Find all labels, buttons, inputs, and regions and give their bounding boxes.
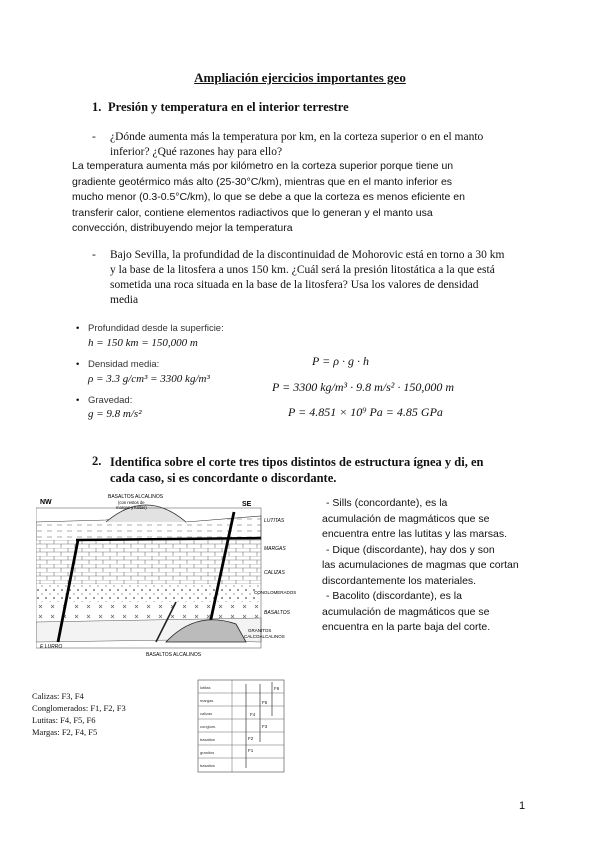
table-row-label: granitos: [200, 750, 215, 755]
calc-eq-gravity: g = 9.8 m/s²: [88, 408, 142, 420]
label-bottom-left: E LURRO: [40, 644, 63, 650]
answer-1-line: transferir calor, contiene elementos radiactivos que lo generan y el manto usa: [72, 206, 433, 219]
answer-1: [72, 159, 542, 237]
answer-2-line: encuentra entre las lutitas y las marsas.: [322, 528, 508, 540]
bullet-dot: •: [76, 323, 80, 334]
geological-cross-section: [36, 492, 304, 672]
calc-label-gravity: Gravedad:: [88, 395, 133, 406]
rock-list-item: Lutitas: F4, F5, F6: [32, 715, 96, 725]
answer-2-line: las acumulaciones de magmas que cortan: [322, 559, 519, 571]
table-row-label: basaltos: [200, 737, 215, 742]
question-2-line: Bajo Sevilla, la profundidad de la discontinuidad de Mohorovic está en torno a 30 km: [110, 249, 505, 261]
rock-list: [32, 690, 126, 738]
label-granitos-sub: CALCOALCALINOS: [244, 634, 285, 639]
rock-list-item: Conglomerados: F1, F2, F3: [32, 703, 126, 713]
answer-1-line: La temperatura aumenta más por kilómetro en la corteza superior porque tiene un: [72, 160, 454, 172]
formula-result: P = 4.851 × 10⁹ Pa = 4.85 GPa: [288, 405, 443, 419]
page-number: 1: [519, 800, 526, 812]
calc-eq-depth: h = 150 km = 150,000 m: [88, 337, 198, 349]
label-nw: NW: [40, 499, 52, 506]
answer-2-line: - Dique (discordante), hay dos y son: [326, 543, 495, 556]
label-bottom-basalts: BASALTOS ALCALINOS: [146, 652, 202, 658]
section-1-number: 1.: [92, 100, 102, 114]
label-granitos: GRANITOS: [248, 628, 272, 633]
section-2-heading: [110, 454, 550, 486]
table-mark: F3: [262, 724, 268, 729]
calc-eq-density: ρ = 3.3 g/cm³ = 3300 kg/m³: [88, 373, 210, 385]
question-1-line: ¿Dónde aumenta más la temperatura por km, en la corteza superior o en el manto: [110, 131, 484, 143]
label-calizas: CALIZAS: [264, 570, 285, 576]
answer-1-line: gradiente geotérmico más alto (25-30°C/km), mientras que en el manto inferior es: [72, 175, 453, 188]
table-row-label: calizas: [200, 711, 213, 716]
question-2-line: y la base de la litosfera a unos 150 km. ¿Cuál será la presión litostática a la que está: [110, 264, 495, 276]
rock-list-item: Calizas: F3, F4: [32, 691, 84, 701]
label-se: SE: [242, 501, 252, 508]
section-2-number: 2.: [92, 454, 102, 468]
label-top-sub1: (con restos de: [118, 500, 145, 505]
label-lutitas: LUTITAS: [264, 518, 285, 524]
table-mark: F1: [248, 748, 254, 753]
formula-substitution: P = 3300 kg/m³ · 9.8 m/s² · 150,000 m: [272, 380, 455, 394]
table-row-label: lutitas: [200, 685, 211, 690]
answer-2-line: - Sills (concordante), es la: [326, 497, 448, 509]
answer-1-line: convección, distribuyendo mejor la temperatura: [72, 222, 293, 234]
bullet-dash: -: [92, 249, 96, 261]
bullet-dot: •: [76, 395, 80, 406]
table-row-label: margas: [200, 698, 214, 703]
table-row-label: conglom.: [200, 724, 217, 729]
label-top-basalts: BASALTOS ALCALINOS: [108, 494, 164, 500]
bullet-dash: -: [92, 131, 96, 143]
table-mark: F5: [262, 700, 268, 705]
section-1-heading: Presión y temperatura en el interior terrestre: [108, 100, 349, 114]
table-mark: F2: [248, 736, 254, 741]
answer-2-line: acumulación de magmáticos que se: [322, 605, 490, 618]
label-margas: MARGAS: [264, 546, 286, 552]
question-2: [110, 248, 530, 308]
answer-2-line: discordantemente los materiales.: [322, 574, 477, 587]
answer-2-line: acumulación de magmáticos que se: [322, 512, 490, 525]
question-1: [110, 130, 530, 160]
answer-2-line: encuentra en la parte baja del corte.: [322, 621, 491, 633]
stratigraphic-table: [188, 676, 290, 776]
label-conglomerados: CONGLOMERADOS: [254, 590, 297, 595]
calc-label-depth: Profundidad desde la superficie:: [88, 323, 224, 334]
page-title: Ampliación ejercicios importantes geo: [194, 70, 406, 85]
formula-pressure: P = ρ · g · h: [312, 354, 369, 368]
question-1-line: inferior? ¿Qué razones hay para ello?: [110, 146, 283, 158]
table-row-label: basaltos: [200, 763, 215, 768]
table-mark: F4: [250, 712, 256, 717]
label-top-sub2: margas y lutitas): [116, 505, 147, 510]
rock-list-item: Margas: F2, F4, F5: [32, 727, 98, 737]
label-basaltos-right: BASALTOS: [264, 610, 290, 616]
calc-label-density: Densidad media:: [88, 359, 160, 370]
answer-2-line: - Bacolito (discordante), es la: [326, 590, 462, 602]
table-mark: F6: [274, 686, 280, 691]
bullet-dot: •: [76, 359, 80, 370]
question-2-line: sometida una roca situada en la base de la litosfera? Usa los valores de densidad: [110, 279, 479, 291]
section-2-heading-line: cada caso, si es concordante o discordante.: [110, 471, 337, 485]
answer-2: [322, 496, 526, 636]
question-2-line: media: [110, 294, 139, 306]
answer-1-line: mucho menor (0.3-0.5°C/km), lo que se debe a que la corteza es menos eficiente en: [72, 191, 465, 203]
section-2-heading-line: Identifica sobre el corte tres tipos distintos de estructura ígnea y di, en: [110, 455, 484, 469]
